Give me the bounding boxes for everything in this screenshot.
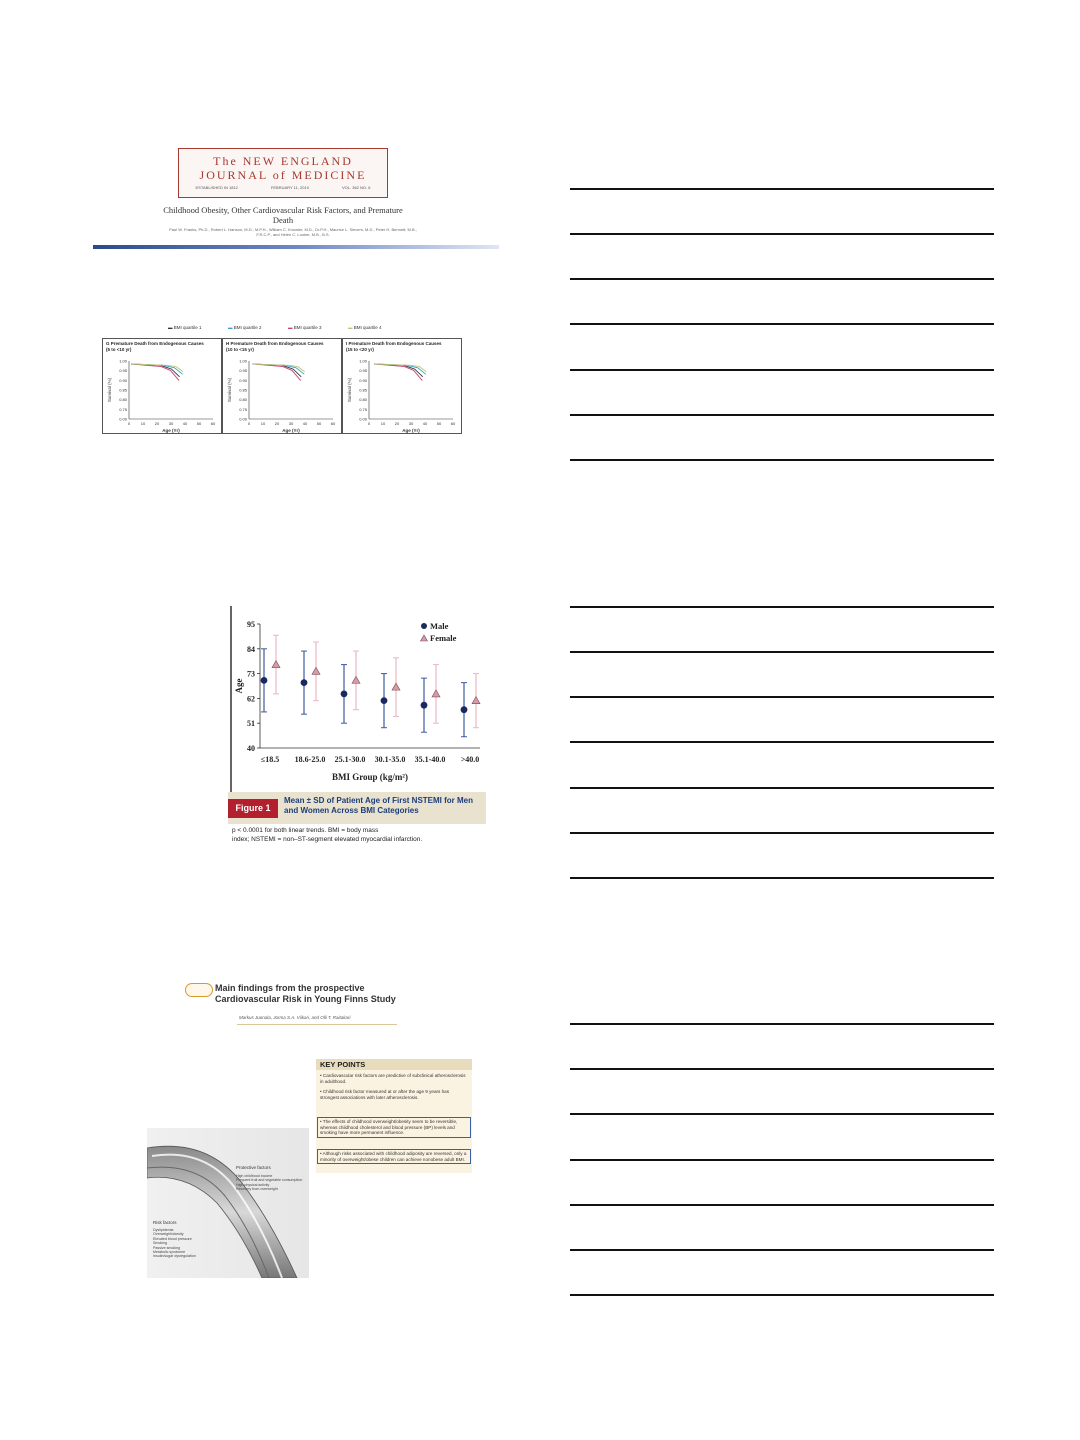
- y-tick-label: 0.00: [359, 416, 367, 422]
- risk-item: Passive smoking: [153, 1245, 180, 1250]
- y-tick-label: 84: [247, 644, 255, 654]
- survival-curve-quartile-4: [375, 364, 426, 372]
- x-tick-label: 25.1-30.0: [334, 755, 366, 764]
- notes-line: [570, 1204, 994, 1206]
- risk-item: Overweight/obesity: [153, 1232, 184, 1237]
- x-tick-label: 30.1-35.0: [374, 755, 406, 764]
- study-authors: Markus Juonala, Jorma S.A. Viikari, and Olli T. Raitakari: [239, 1015, 351, 1020]
- survival-legend: [168, 325, 458, 333]
- y-axis-label: Age: [234, 678, 244, 694]
- notes-line: [570, 1023, 994, 1025]
- masthead-date: FEBRUARY 11, 2010: [270, 185, 309, 190]
- protective-item: Frequent fruit and vegetable consumption: [236, 1178, 303, 1183]
- female-mean-point: [432, 690, 440, 697]
- y-tick-label: 0.85: [359, 387, 367, 393]
- x-axis-label: Age (Yr): [162, 428, 180, 433]
- notes-line: [570, 741, 994, 743]
- risk-factors-list: [153, 1228, 196, 1259]
- survival-panel-i: [342, 338, 462, 434]
- key-point-3: • The effects of childhood overweight/obesity seem to be reversible, whereas childhood cholesterol and blood pressure (BP) levels and smoking have more permanent influence.: [317, 1117, 471, 1138]
- y-tick-label: 40: [247, 744, 255, 753]
- x-tick-label: 50: [196, 421, 202, 426]
- paper-title: Childhood Obesity, Other Cardiovascular Risk Factors, and Premature Death: [163, 205, 403, 225]
- notes-line: [570, 1249, 994, 1251]
- x-tick-label: >40.0: [460, 755, 480, 764]
- risk-item: Smoking: [153, 1241, 167, 1246]
- x-tick-label: 20: [394, 421, 400, 426]
- x-tick-label: 30: [288, 421, 294, 426]
- female-mean-point: [472, 697, 480, 704]
- panel-i-subtitle: (15 to <20 yr): [346, 346, 374, 352]
- panel-g-title: G Premature Death from Endogenous Causes: [106, 341, 204, 346]
- x-tick-label: 60: [330, 421, 336, 426]
- y-tick-label: 0.90: [239, 377, 247, 383]
- x-axis-label: BMI Group (kg/m²): [331, 772, 409, 782]
- x-tick-label: 10: [260, 421, 266, 426]
- slide-nstemi-chart: [228, 606, 486, 843]
- x-tick-label: 30: [168, 421, 174, 426]
- y-tick-label: 0.80: [239, 397, 247, 403]
- y-tick-label: 0.75: [359, 406, 367, 412]
- female-mean-point: [392, 683, 400, 690]
- legend-item-q3: ▬ BMI quartile 3: [288, 325, 322, 330]
- figure-caption: Mean ± SD of Patient Age of First NSTEMI for Men and Women Across BMI Categories: [284, 796, 473, 815]
- masthead-meta: [179, 185, 387, 190]
- risk-item: Insulin/sugar dysregulation: [153, 1254, 196, 1259]
- panel-g-plot: [103, 339, 221, 433]
- legend-female-label: Female: [430, 633, 457, 643]
- notes-line: [570, 651, 994, 653]
- x-tick-label: 20: [154, 421, 160, 426]
- y-tick-label: 0.95: [359, 368, 367, 374]
- y-tick-label: 1.00: [119, 358, 127, 364]
- notes-line: [570, 369, 994, 371]
- female-mean-point: [312, 667, 320, 674]
- male-mean-point: [261, 677, 268, 684]
- x-tick-label: 30: [408, 421, 414, 426]
- x-tick-label: 40: [422, 421, 428, 426]
- figure-note: [232, 826, 482, 844]
- panel-g-subtitle: (5 to <10 yr): [106, 346, 132, 352]
- risk-item: Dyslipidemia: [153, 1228, 174, 1232]
- notes-line: [570, 414, 994, 416]
- figure-note-line-2: index; NSTEMI = non–ST-segment elevated myocardial infarction.: [232, 836, 423, 843]
- panel-h-title: H Premature Death from Endogenous Causes: [226, 341, 324, 346]
- paper-authors: Paul W. Franks, Ph.D., Robert L. Hanson, M.D., M.P.H., William C. Knowler, M.D., Dr.P.H., Maurice L. Sievers, M.D., Peter H. Bennett, M.B., F.R.C.P., and Helen C. Looker, M.B., B.S.: [169, 227, 417, 237]
- legend-item-q4: ▬ BMI quartile 4: [348, 325, 382, 330]
- notes-line: [570, 787, 994, 789]
- female-mean-point: [352, 676, 360, 683]
- y-axis-label: Survival (%): [227, 377, 232, 403]
- x-tick-label: ≤18.5: [260, 755, 280, 764]
- y-tick-label: 0.00: [119, 416, 127, 422]
- x-tick-label: 0: [247, 421, 251, 426]
- notes-line: [570, 1294, 994, 1296]
- notes-line: [570, 832, 994, 834]
- y-axis-label: Survival (%): [107, 377, 112, 403]
- x-tick-label: 0: [127, 421, 131, 426]
- key-point-4: • Although risks associated with childhood adiposity are reversed, only a minority of overweight/obese children can achieve nonobese adult BMI.: [317, 1149, 471, 1164]
- y-tick-label: 0.95: [239, 368, 247, 374]
- y-tick-label: 0.75: [239, 406, 247, 412]
- x-tick-label: 50: [436, 421, 442, 426]
- y-tick-label: 0.80: [119, 397, 127, 403]
- notes-line: [570, 1113, 994, 1115]
- x-tick-label: 10: [140, 421, 146, 426]
- survival-curve-quartile-4: [253, 364, 304, 372]
- y-tick-label: 95: [247, 620, 255, 629]
- figure-note-line-1: p < 0.0001 for both linear trends. BMI = body mass: [232, 827, 379, 834]
- male-mean-point: [301, 679, 308, 686]
- protective-factors-title: Protective factors: [236, 1165, 271, 1170]
- legend-item-q2: ▬ BMI quartile 2: [228, 325, 262, 330]
- slide-nejm-header: [93, 145, 499, 253]
- survival-curve-quartile-3: [375, 364, 423, 381]
- masthead-line-2: JOURNAL of MEDICINE: [199, 168, 367, 182]
- protective-factors-list: [236, 1174, 302, 1192]
- survival-panel-h: [222, 338, 342, 434]
- figure-caption-bar: [228, 792, 486, 824]
- masthead-line-1: The NEW ENGLAND: [213, 154, 353, 168]
- male-mean-point: [381, 697, 388, 704]
- x-tick-label: 60: [210, 421, 216, 426]
- y-axis-label: Survival (%): [347, 377, 352, 403]
- y-tick-label: 0.75: [119, 406, 127, 412]
- notes-line: [570, 233, 994, 235]
- legend-male-label: Male: [430, 621, 449, 631]
- survival-curve-quartile-4: [132, 364, 183, 372]
- notes-line: [570, 188, 994, 190]
- x-tick-label: 50: [316, 421, 322, 426]
- y-tick-label: 0.80: [359, 397, 367, 403]
- notes-line: [570, 323, 994, 325]
- male-mean-point: [421, 702, 428, 709]
- journal-logo: [185, 983, 213, 997]
- legend-female-marker: [421, 635, 428, 641]
- x-tick-label: 10: [380, 421, 386, 426]
- y-tick-label: 73: [247, 669, 255, 679]
- journal-masthead: [178, 148, 388, 198]
- legend-item-q1: ▬ BMI quartile 1: [168, 325, 202, 330]
- notes-line: [570, 1159, 994, 1161]
- study-title: Main findings from the prospective Cardiovascular Risk in Young Finns Study: [215, 983, 396, 1004]
- protective-item: High childhood income: [236, 1174, 273, 1178]
- panel-i-title: I Premature Death from Endogenous Causes: [346, 341, 442, 346]
- key-point-1: • Cardiovascular risk factors are predictive of subclinical atherosclerosis in adulthood.: [320, 1073, 466, 1084]
- y-tick-label: 1.00: [239, 358, 247, 364]
- y-tick-label: 0.85: [119, 387, 127, 393]
- risk-factors-title: Risk factors: [153, 1220, 177, 1225]
- notes-line: [570, 1068, 994, 1070]
- y-tick-label: 0.90: [359, 377, 367, 383]
- survival-panel-g: [102, 338, 222, 434]
- risk-item: Elevated blood pressure: [153, 1236, 192, 1241]
- masthead-volume: VOL. 362 NO. 6: [342, 185, 371, 190]
- y-tick-label: 51: [247, 719, 255, 729]
- panel-h-plot: [223, 339, 341, 433]
- key-points-box: [316, 1059, 472, 1173]
- notes-line: [570, 459, 994, 461]
- notes-line: [570, 606, 994, 608]
- female-mean-point: [272, 661, 280, 668]
- y-tick-label: 62: [247, 694, 255, 704]
- protective-item: Recovery from overweight: [236, 1187, 278, 1192]
- survival-curve-quartile-3: [253, 364, 301, 381]
- panel-i-plot: [343, 339, 461, 433]
- notes-line: [570, 877, 994, 879]
- y-tick-label: 1.00: [359, 358, 367, 364]
- y-tick-label: 0.95: [119, 368, 127, 374]
- male-mean-point: [461, 706, 468, 713]
- title-rule: [237, 1024, 397, 1025]
- x-tick-label: 40: [302, 421, 308, 426]
- legend-male-marker: [421, 623, 427, 629]
- slide-survival-curves: [102, 320, 462, 432]
- key-point-2: • Childhood risk factor measured at or after the age 9 years has strongest associations with later atherosclerosis.: [320, 1089, 450, 1100]
- notes-line: [570, 696, 994, 698]
- x-axis-label: Age (Yr): [282, 428, 300, 433]
- panel-h-subtitle: (10 to <15 yr): [226, 346, 254, 352]
- x-tick-label: 60: [450, 421, 456, 426]
- x-axis-label: Age (Yr): [402, 428, 420, 433]
- x-tick-label: 35.1-40.0: [414, 755, 446, 764]
- x-tick-label: 0: [367, 421, 371, 426]
- x-tick-label: 40: [182, 421, 188, 426]
- header-rule: [93, 245, 499, 249]
- y-tick-label: 0.85: [239, 387, 247, 393]
- x-tick-label: 20: [274, 421, 280, 426]
- x-tick-label: 18.6-25.0: [294, 755, 326, 764]
- notes-line: [570, 278, 994, 280]
- protective-item: High physical activity: [236, 1182, 270, 1187]
- masthead-established: ESTABLISHED IN 1812: [195, 185, 238, 190]
- risk-item: Metabolic syndrome: [153, 1250, 186, 1255]
- nstemi-age-chart: [228, 606, 486, 792]
- figure-label: Figure 1: [228, 799, 278, 818]
- y-tick-label: 0.90: [119, 377, 127, 383]
- y-tick-label: 0.00: [239, 416, 247, 422]
- slide-young-finns: [147, 978, 477, 1278]
- survival-curve-quartile-3: [132, 364, 180, 381]
- key-points-heading: KEY POINTS: [316, 1059, 472, 1070]
- male-mean-point: [341, 690, 348, 697]
